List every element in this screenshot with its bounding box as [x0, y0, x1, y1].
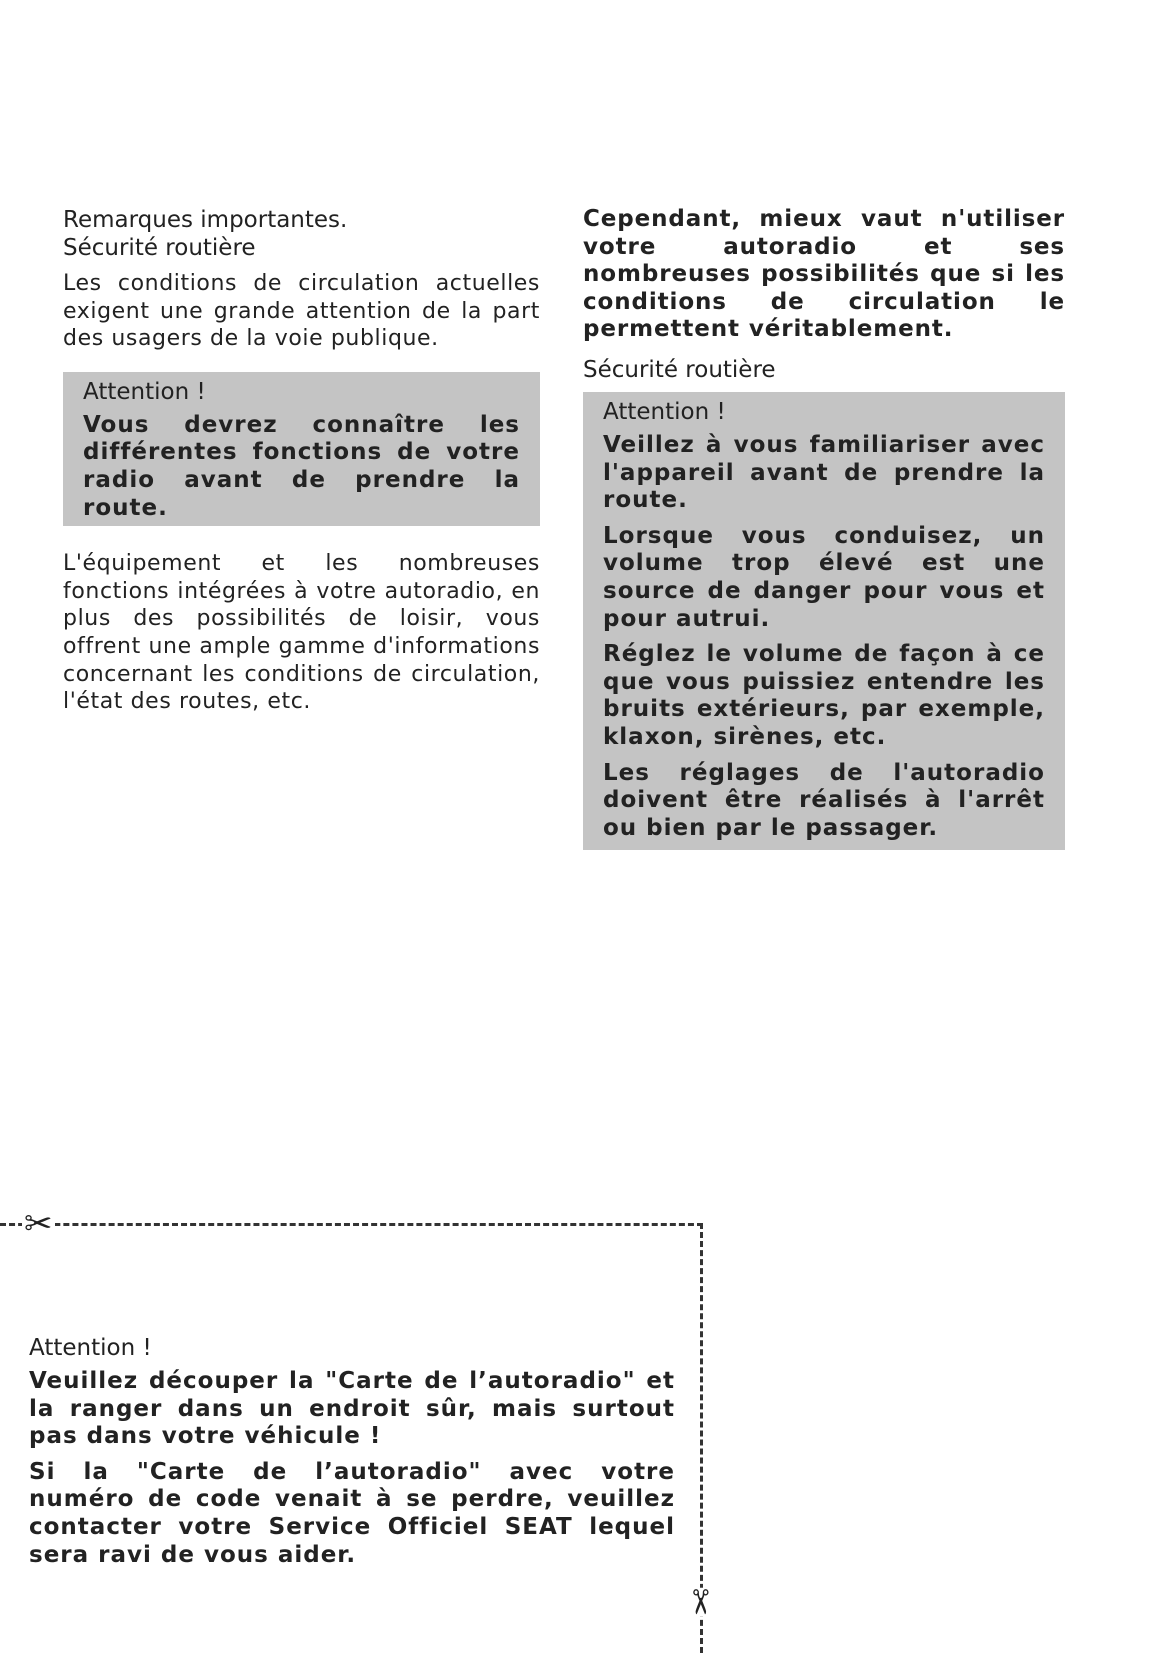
card-paragraph: Veuillez découper la "Carte de l’autoradio" et la ranger dans un endroit sûr, mais surtout pas dans votre véhicule !	[29, 1368, 675, 1450]
card-paragraph: Si la "Carte de l’autoradio" avec votre numéro de code venait à se perdre, veuillez contacter votre Service Officiel SEAT lequel sera ravi de vous aider.	[29, 1458, 675, 1568]
intro-paragraph: Cependant, mieux vaut n'utiliser votre autoradio et ses nombreuses possibilités que si les conditions de circulation le permettent véritablement.	[583, 206, 1065, 343]
radio-card-notice	[29, 1334, 675, 1569]
section-heading: Sécurité routière	[583, 356, 776, 383]
scissors-icon: ✂	[24, 1204, 53, 1244]
warning-text: Vous devrez connaître les différentes fonctions de votre radio avant de prendre la route.	[83, 411, 520, 521]
warning-paragraph: Les réglages de l'autoradio doivent être réalisés à l'arrêt ou bien par le passager.	[603, 759, 1045, 841]
warning-box	[63, 372, 540, 526]
warning-title: Attention !	[603, 398, 726, 425]
warning-paragraph: Lorsque vous conduisez, un volume trop élevé est une source de danger pour vous et pour autrui.	[603, 522, 1045, 632]
card-title: Attention !	[29, 1335, 152, 1361]
warning-title: Attention !	[83, 378, 206, 405]
warning-box	[583, 392, 1065, 850]
intro-paragraph: Les conditions de circulation actuelles exigent une grande attention de la part des usagers de la voie publique.	[63, 271, 540, 352]
section-subheading: Sécurité routière	[63, 235, 256, 261]
scissors-icon: ✂	[679, 1587, 720, 1617]
left-column	[63, 206, 540, 716]
warning-paragraph: Réglez le volume de façon à ce que vous puissiez entendre les bruits extérieurs, par exemple, klaxon, sirènes, etc.	[603, 641, 1045, 750]
section-heading: Remarques importantes.	[63, 207, 348, 233]
body-paragraph: L'équipement et les nombreuses fonctions intégrées à votre autoradio, en plus des possibilités de loisir, vous offrent une ample gamme d'informations concernant les conditions de circulation, l'état des routes, etc.	[63, 551, 540, 715]
right-column	[583, 206, 1065, 850]
cut-line-horizontal	[0, 1223, 703, 1226]
warning-paragraph: Veillez à vous familiariser avec l'appareil avant de prendre la route.	[603, 431, 1045, 514]
